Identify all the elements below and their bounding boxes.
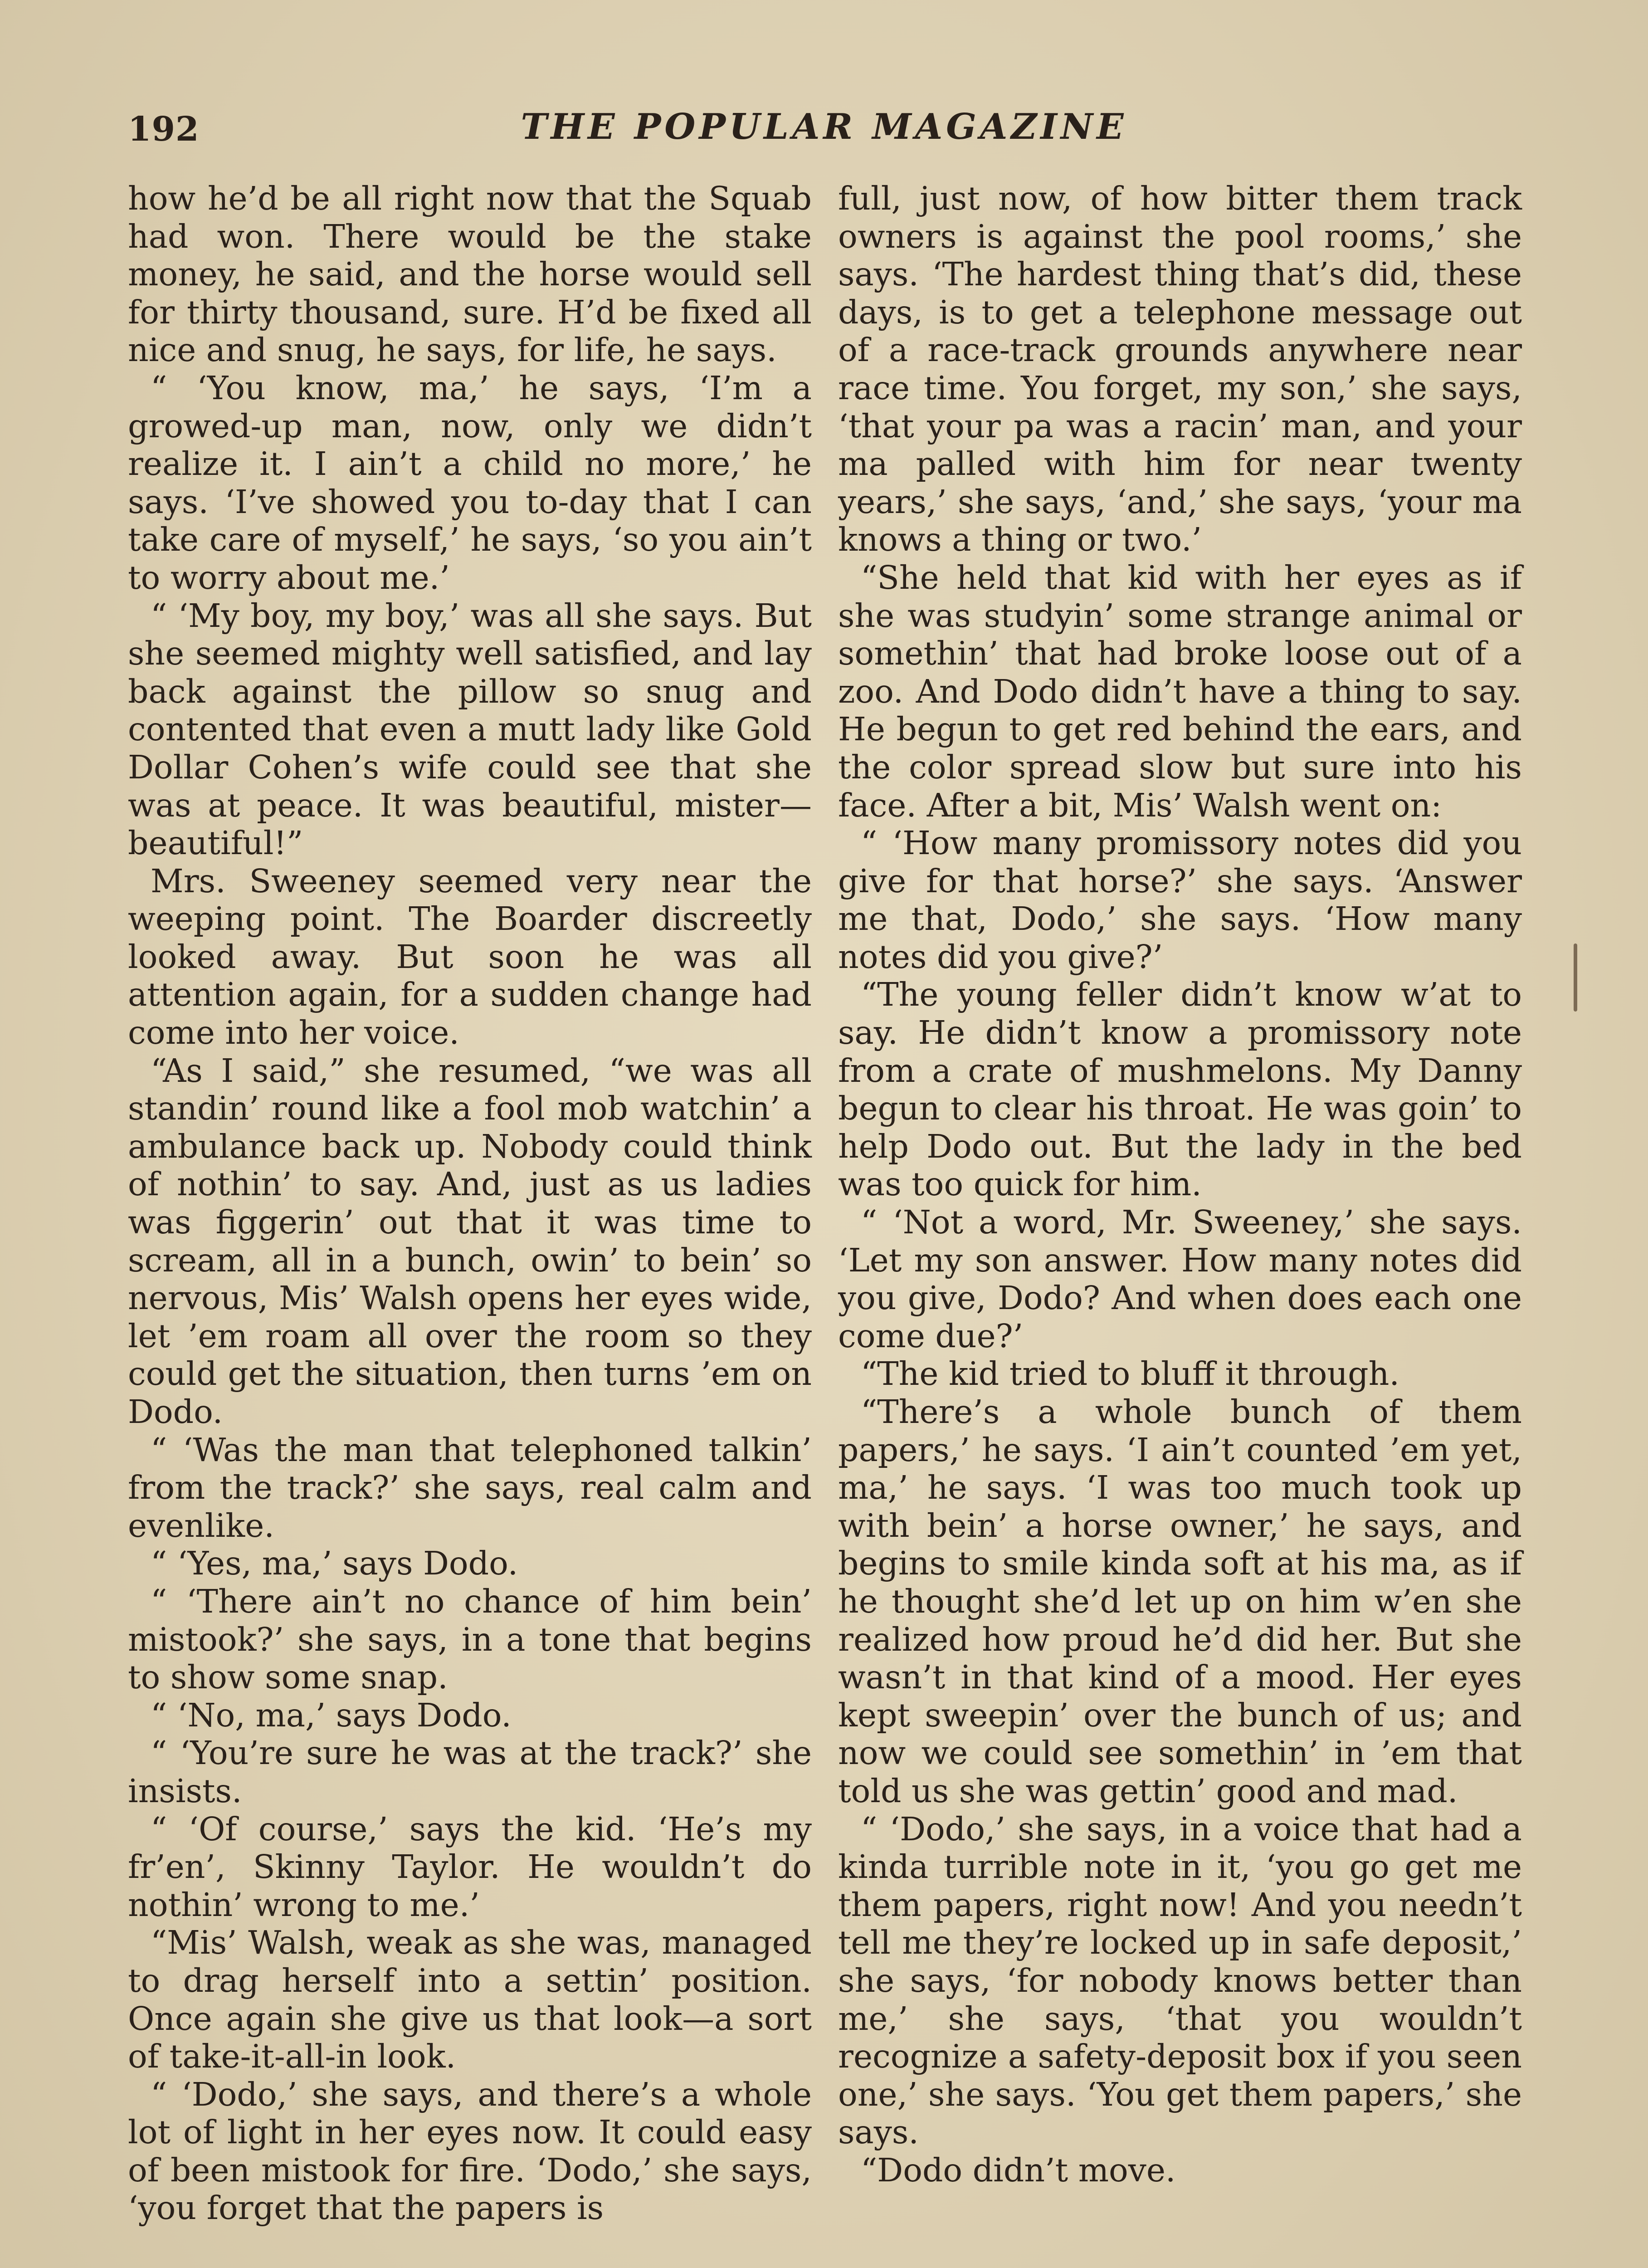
paragraph: “ ‘Not a word, Mr. Sweeney,’ she says. ‘Let my son answer. How many notes did you give, Dodo? And when does each one come due?’ bbox=[838, 1203, 1522, 1355]
paragraph: Mrs. Sweeney seemed very near the weeping point. The Boarder discreetly looked away. But soon he was all attention again, for a sudden change had come into her voice. bbox=[128, 862, 812, 1052]
paragraph: “As I said,” she resumed, “we was all standin’ round like a fool mob watchin’ a ambulance back up. Nobody could think of nothin’ to say. And, just as us ladies was figgerin’ out that it was time to scream, all in a bunch, owin’ to bein’ so nervous, Mis’ Walsh opens her eyes wide, let ’em roam all over the room so they could get the situation, then turns ’em on Dodo. bbox=[128, 1051, 812, 1431]
running-head: THE POPULAR MAGAZINE bbox=[521, 106, 1127, 147]
paragraph: “The young feller didn’t know w’at to say. He didn’t know a promissory note from a crate of mushmelons. My Danny begun to clear his throat. He was goin’ to help Dodo out. But the lady in the bed was too quick for him. bbox=[838, 976, 1522, 1203]
paragraph: “ ‘You know, ma,’ he says, ‘I’m a growed-up man, now, only we didn’t realize it. I ain’t a child no more,’ he says. ‘I’ve showed you to-day that I can take care of myself,’ he says, ‘so you ain’t to worry about me.’ bbox=[128, 369, 812, 596]
paragraph: “She held that kid with her eyes as if she was studyin’ some strange animal or somethin’ that had broke loose out of a zoo. And Dodo didn’t have a thing to say. He begun to get red behind the ears, and the color spread slow but sure into his face. After a bit, Mis’ Walsh went on: bbox=[838, 558, 1522, 824]
paragraph: “ ‘Yes, ma,’ says Dodo. bbox=[151, 1545, 518, 1583]
paragraph: “ ‘My boy, my boy,’ was all she says. But she seemed mighty well satisfied, and lay back against the pillow so snug and contented that even a mutt lady like Gold Dollar Cohen’s wife could see that she was at peace. It was beautiful, mister—beautiful!” bbox=[128, 596, 812, 862]
paragraph: “ ‘No, ma,’ says Dodo. bbox=[151, 1696, 512, 1734]
paragraph: full, just now, of how bitter them track owners is against the pool rooms,’ she says. ‘The hardest thing that’s did, these days, is to get a telephone message out of a race-track grounds anywhere near race time. You forget, my son,’ she says, ‘that your pa was a racin’ man, and your ma palled with him for near twenty years,’ she says, ‘and,’ she says, ‘your ma knows a thing or two.’ bbox=[838, 180, 1522, 559]
paragraph: “Mis’ Walsh, weak as she was, managed to drag herself into a settin’ position. Once again she give us that look—a sort of take-it-all-in look. bbox=[128, 1924, 812, 2076]
paragraph: “ ‘Dodo,’ she says, and there’s a whole lot of light in her eyes now. It could easy of been mistook for fire. ‘Dodo,’ she says, ‘you forget that the papers is bbox=[128, 2075, 812, 2227]
ink-mark bbox=[1574, 943, 1577, 1012]
paragraph: “ ‘How many promissory notes did you give for that horse?’ she says. ‘Answer me that, Dodo,’ she says. ‘How many notes did you give?’ bbox=[838, 824, 1522, 976]
paragraph: “Dodo didn’t move. bbox=[861, 2151, 1176, 2189]
paragraph: “There’s a whole bunch of them papers,’ he says. ‘I ain’t counted ’em yet, ma,’ he says. ‘I was too much took up with bein’ a horse owner,’ he says, and begins to smile kinda soft at his ma, as if he thought she’d let up on him w’en she realized how proud he’d did her. But she wasn’t in that kind of a mood. Her eyes kept sweepin’ over the bunch of us; and now we could see somethin’ in ’em that told us she was gettin’ good and mad. bbox=[838, 1393, 1522, 1810]
paragraph: “The kid tried to bluff it through. bbox=[861, 1355, 1399, 1393]
paragraph: “ ‘There ain’t no chance of him bein’ mistook?’ she says, in a tone that begins to show some snap. bbox=[128, 1582, 812, 1696]
paragraph: how he’d be all right now that the Squab had won. There would be the stake money, he said, and the horse would sell for thirty thousand, sure. H’d be fixed all nice and snug, he says, for life, he says. bbox=[128, 180, 812, 369]
paragraph: “ ‘Of course,’ says the kid. ‘He’s my fr’en’, Skinny Taylor. He wouldn’t do nothin’ wrong to me.’ bbox=[128, 1810, 812, 1924]
left-column bbox=[128, 180, 812, 2227]
page-number: 192 bbox=[128, 110, 200, 149]
paragraph: “ ‘You’re sure he was at the track?’ she insists. bbox=[128, 1734, 812, 1810]
paragraph: “ ‘Was the man that telephoned talkin’ from the track?’ she says, real calm and evenlike. bbox=[128, 1431, 812, 1545]
right-column bbox=[838, 180, 1522, 2189]
paragraph: “ ‘Dodo,’ she says, in a voice that had a kinda turrible note in it, ‘you go get me them papers, right now! And you needn’t tell me they’re locked up in safe deposit,’ she says, ‘for nobody knows better than me,’ she says, ‘that you wouldn’t recognize a safety-deposit box if you seen one,’ she says. ‘You get them papers,’ she says. bbox=[838, 1810, 1522, 2151]
